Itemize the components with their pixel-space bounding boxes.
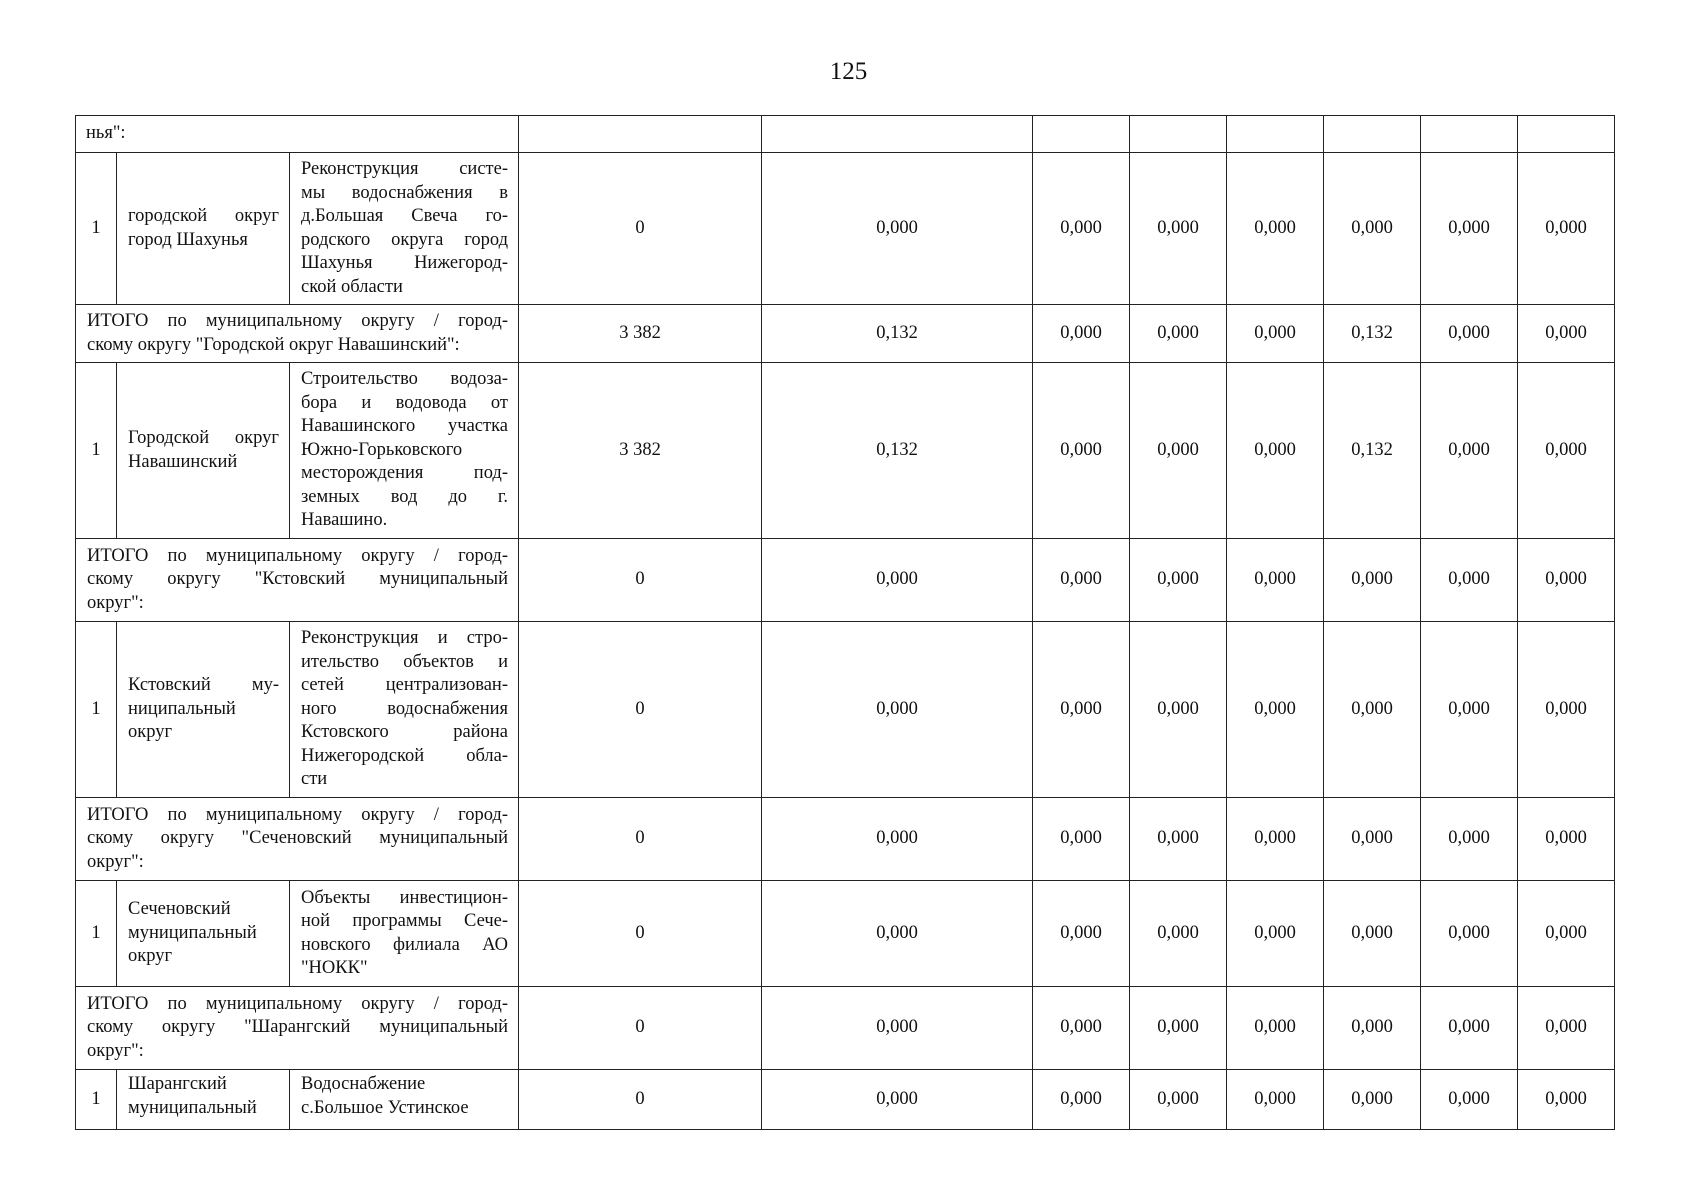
empty-cell [1227, 116, 1324, 153]
value-cell: 0,000 [1324, 1070, 1421, 1130]
total-label [76, 987, 519, 1070]
value-cell: 0,000 [1033, 881, 1130, 987]
text-line: ного водоснабжения [301, 698, 508, 719]
text-line: месторождения под- [301, 463, 508, 484]
district-name [117, 1070, 290, 1130]
text-line: округ": [87, 1040, 144, 1061]
value-cell: 0,000 [1227, 539, 1324, 622]
value-cell: 0,000 [1324, 539, 1421, 622]
value-cell: 0,132 [762, 305, 1033, 363]
value-cell: 0 [519, 987, 762, 1070]
value-cell: 0,000 [1421, 305, 1518, 363]
district-name [117, 153, 290, 305]
item-row [76, 881, 1615, 987]
text-line: новского филиала АО [301, 934, 508, 955]
value-cell: 0 [519, 539, 762, 622]
value-cell: 0,000 [1033, 622, 1130, 798]
value-cell: 0,000 [1033, 305, 1130, 363]
value-cell: 0,000 [1421, 1070, 1518, 1130]
row-index: 1 [76, 622, 117, 798]
value-cell: 0,000 [1227, 305, 1324, 363]
empty-cell [519, 116, 762, 153]
project-name [290, 1070, 519, 1130]
project-name [290, 881, 519, 987]
text-line: ительство объектов и [301, 651, 508, 672]
text-line: Навашино. [301, 510, 388, 531]
text-line: Навашинский [128, 451, 238, 472]
value-cell: 0,000 [1227, 1070, 1324, 1130]
total-row [76, 798, 1615, 881]
total-label [76, 305, 519, 363]
empty-cell [1130, 116, 1227, 153]
value-cell: 0,000 [1130, 363, 1227, 539]
project-name [290, 622, 519, 798]
text-line: город Шахунья [128, 229, 248, 250]
empty-cell [762, 116, 1033, 153]
value-cell: 0,000 [1518, 881, 1615, 987]
text-line: Кстовского района [301, 722, 508, 743]
item-row [76, 363, 1615, 539]
value-cell: 0,000 [1227, 881, 1324, 987]
value-cell: 0 [519, 153, 762, 305]
text-line: Строительство водоза- [301, 369, 508, 390]
value-cell: 0,000 [1421, 363, 1518, 539]
value-cell: 0,000 [1130, 622, 1227, 798]
total-label [76, 798, 519, 881]
value-cell: 0,000 [762, 539, 1033, 622]
value-cell: 0,000 [1227, 622, 1324, 798]
text-line: округ": [87, 592, 144, 613]
text-line: сетей централизован- [301, 675, 508, 696]
text-line: сти [301, 769, 328, 790]
text-line: Водоснабжение [301, 1074, 426, 1094]
text-line: ИТОГО по муниципальному округу / город- [87, 545, 508, 566]
text-line: округ [128, 946, 173, 967]
total-row [76, 539, 1615, 622]
row-index: 1 [76, 363, 117, 539]
value-cell: 0,000 [762, 881, 1033, 987]
value-cell: 0 [519, 622, 762, 798]
value-cell: 0,000 [1518, 363, 1615, 539]
value-cell: 0 [519, 798, 762, 881]
data-table [75, 115, 1615, 1130]
value-cell: 0,000 [1421, 153, 1518, 305]
text-line: городской округ [128, 206, 279, 226]
row-index: 1 [76, 153, 117, 305]
value-cell: 0 [519, 881, 762, 987]
item-row [76, 1070, 1615, 1130]
text-line: муниципальный [128, 1097, 257, 1118]
text-line: Кстовский му- [128, 675, 279, 696]
text-line: д.Большая Свеча го- [301, 206, 508, 226]
district-name [117, 622, 290, 798]
text-line: скому округу "Шарангский муниципальный [87, 1017, 508, 1038]
value-cell: 0,000 [762, 987, 1033, 1070]
value-cell: 0,000 [1033, 153, 1130, 305]
text-line: ской области [301, 276, 403, 297]
row-index: 1 [76, 1070, 117, 1130]
project-name [290, 363, 519, 539]
total-row [76, 987, 1615, 1070]
text-line: муниципальный [128, 922, 257, 943]
text-line: Нижегородской обла- [301, 745, 508, 766]
value-cell: 0,000 [1421, 539, 1518, 622]
project-name [290, 153, 519, 305]
district-name [117, 363, 290, 539]
text-line: ИТОГО по муниципальному округу / город- [87, 993, 508, 1014]
empty-cell [1518, 116, 1615, 153]
value-cell: 0,000 [1518, 153, 1615, 305]
value-cell: 3 382 [519, 363, 762, 539]
text-line: бора и водовода от [301, 392, 508, 413]
value-cell: 0,000 [1518, 798, 1615, 881]
text-line: скому округу "Кстовский муниципальный [87, 569, 508, 590]
row-index: 1 [76, 881, 117, 987]
text-line: с.Большое Устинское [301, 1097, 469, 1118]
value-cell: 0,000 [1130, 798, 1227, 881]
value-cell: 0,000 [1518, 622, 1615, 798]
value-cell: 0,000 [1324, 153, 1421, 305]
value-cell: 0,000 [1130, 881, 1227, 987]
district-name [117, 881, 290, 987]
value-cell: 0,000 [1130, 987, 1227, 1070]
value-cell: 0,132 [1324, 363, 1421, 539]
value-cell: 3 382 [519, 305, 762, 363]
text-line: Шарангский [128, 1074, 227, 1094]
value-cell: 0,000 [1033, 798, 1130, 881]
text-line: Навашинского участка [301, 416, 508, 437]
page-number: 125 [829, 58, 868, 85]
value-cell: 0,000 [1227, 363, 1324, 539]
value-cell: 0 [519, 1070, 762, 1130]
value-cell: 0,000 [1518, 987, 1615, 1070]
value-cell: 0,000 [1518, 305, 1615, 363]
value-cell: 0,000 [1518, 539, 1615, 622]
value-cell: 0,000 [1421, 622, 1518, 798]
value-cell: 0,000 [1421, 881, 1518, 987]
text-line: скому округу "Городской округ Навашинский": [87, 334, 460, 355]
value-cell: 0,000 [762, 1070, 1033, 1130]
value-cell: 0,000 [1033, 1070, 1130, 1130]
empty-cell [1033, 116, 1130, 153]
continuation-row [76, 116, 1615, 153]
continuation-label: нья": [76, 116, 519, 153]
value-cell: 0,000 [1033, 539, 1130, 622]
text-line: ной программы Сече- [301, 911, 508, 931]
value-cell: 0,000 [762, 622, 1033, 798]
value-cell: 0,000 [1130, 1070, 1227, 1130]
value-cell: 0,000 [762, 798, 1033, 881]
value-cell: 0,000 [1227, 153, 1324, 305]
text-line: мы водоснабжения в [301, 182, 508, 203]
value-cell: 0,000 [1324, 798, 1421, 881]
text-line: ниципальный [128, 698, 236, 719]
empty-cell [1421, 116, 1518, 153]
text-line: скому округу "Сеченовский муниципальный [87, 828, 508, 849]
text-line: родского округа город [301, 229, 508, 250]
value-cell: 0,000 [1130, 305, 1227, 363]
value-cell: 0,000 [1033, 363, 1130, 539]
value-cell: 0,000 [1518, 1070, 1615, 1130]
value-cell: 0,000 [1227, 798, 1324, 881]
value-cell: 0,000 [1130, 539, 1227, 622]
text-line: "НОКК" [301, 958, 368, 978]
text-line: округ": [87, 851, 144, 872]
value-cell: 0,132 [1324, 305, 1421, 363]
value-cell: 0,000 [1324, 987, 1421, 1070]
text-line: земных вод до г. [301, 486, 508, 507]
item-row [76, 153, 1615, 305]
value-cell: 0,132 [762, 363, 1033, 539]
value-cell: 0,000 [1130, 153, 1227, 305]
text-line: Шахунья Нижегород- [301, 253, 508, 273]
value-cell: 0,000 [1421, 987, 1518, 1070]
text-line: ИТОГО по муниципальному округу / город- [87, 804, 508, 825]
empty-cell [1324, 116, 1421, 153]
text-line: Реконструкция и стро- [301, 628, 508, 649]
text-line: округ [128, 722, 173, 743]
value-cell: 0,000 [1033, 987, 1130, 1070]
value-cell: 0,000 [1324, 622, 1421, 798]
value-cell: 0,000 [1324, 881, 1421, 987]
text-line: Объекты инвестицион- [301, 887, 508, 908]
text-line: Городской округ [128, 428, 279, 448]
text-line: Южно-Горьковского [301, 439, 463, 460]
text-line: Реконструкция систе- [301, 159, 508, 179]
text-line: ИТОГО по муниципальному округу / город- [87, 311, 508, 331]
text-line: Сеченовский [128, 899, 231, 920]
value-cell: 0,000 [1421, 798, 1518, 881]
value-cell: 0,000 [1227, 987, 1324, 1070]
total-label [76, 539, 519, 622]
item-row [76, 622, 1615, 798]
total-row [76, 305, 1615, 363]
value-cell: 0,000 [762, 153, 1033, 305]
